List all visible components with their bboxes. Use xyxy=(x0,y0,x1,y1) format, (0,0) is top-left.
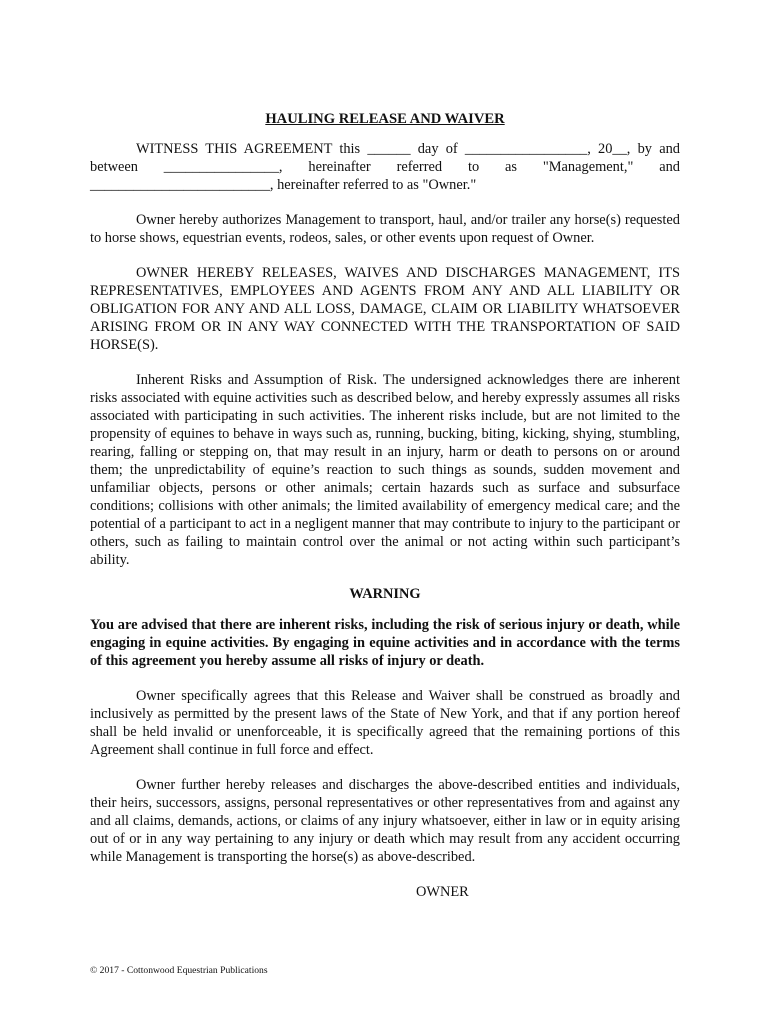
construction-paragraph: Owner specifically agrees that this Release and Waiver shall be construed as broadly and inclusively as permitted by the present laws of the State of New York, and that if any portion hereof shall be held invalid or unenforceable, it is specifically agreed that the remaining portions of this Agreement shall continue in full force and effect. xyxy=(90,688,680,758)
authorization-paragraph: Owner hereby authorizes Management to transport, haul, and/or trailer any horse(s) requested to horse shows, equestrian events, rodeos, sales, or other events upon request of Owner. xyxy=(90,212,680,246)
witness-paragraph xyxy=(90,140,680,194)
witness-line-2: between ________________, hereinafter referred to as "Management," and xyxy=(90,159,680,175)
witness-line-3: _________________________, hereinafter referred to as "Owner." xyxy=(90,177,477,193)
owner-signature-label: OWNER xyxy=(416,884,469,900)
document-title: HAULING RELEASE AND WAIVER xyxy=(265,111,505,127)
document-body xyxy=(90,110,680,901)
inherent-risks-paragraph: Inherent Risks and Assumption of Risk. The undersigned acknowledges there are inherent risks associated with equine activities such as described below, and hereby expressly assumes all risks associated with participating in such activities. The inherent risks include, but are not limited to the propensity of equines to behave in ways such as, running, bucking, biting, kicking, shying, stumbling, rearing, falling or stepping on, that may result in an injury, harm or death to persons on or around them; the unpredictability of equine’s reaction to such things as sounds, sudden movement and unfamiliar objects, persons or other animals; certain hazards such as surface and subsurface conditions; collisions with other animals; the limited availability of emergency medical care; and the potential of a participant to act in a negligent manner that may contribute to injury to the participant or others, such as failing to maintain control over the animal or not acting within such participant’s ability. xyxy=(90,372,680,568)
copyright-footer: © 2017 - Cottonwood Equestrian Publications xyxy=(90,965,268,976)
release-paragraph: OWNER HEREBY RELEASES, WAIVES AND DISCHARGES MANAGEMENT, ITS REPRESENTATIVES, EMPLOYEES AND AGENTS FROM ANY AND ALL LIABILITY OR OBLIGATION FOR ANY AND ALL LOSS, DAMAGE, CLAIM OR LIABILITY WHATSOEVER ARISING FROM OR IN ANY WAY CONNECTED WITH THE TRANSPORTATION OF SAID HORSE(S). xyxy=(90,265,680,353)
warning-paragraph: You are advised that there are inherent risks, including the risk of serious injury or death, while engaging in equine activities. By engaging in equine activities and in accordance with the terms of this agreement you hereby assume all risks of injury or death. xyxy=(90,617,680,669)
further-release-paragraph: Owner further hereby releases and discharges the above-described entities and individuals, their heirs, successors, assigns, personal representatives or other representatives from and against any and all claims, demands, actions, or claims of any injury whatsoever, either in law or in equity arising out of or in any way pertaining to any injury or death which may result from any accident occurring while Management is transporting the horse(s) as above-described. xyxy=(90,777,680,865)
warning-heading: WARNING xyxy=(349,586,421,602)
witness-line-1: WITNESS THIS AGREEMENT this ______ day of _________________, 20__, by and xyxy=(136,141,680,157)
